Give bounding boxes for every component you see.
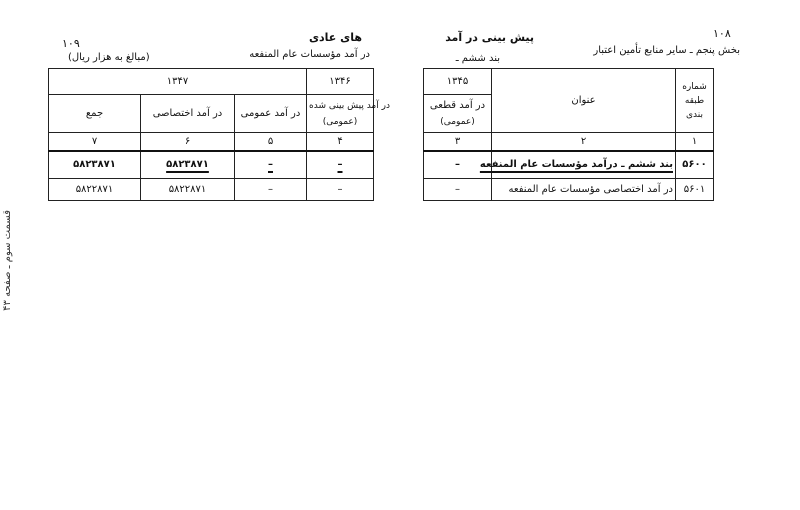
right-page-subtitle: بخش پنجم ـ سایر منابع تأمین اعتبار: [593, 45, 740, 56]
forecast-note: (عمومی): [322, 116, 358, 127]
header-actual-income: [424, 95, 492, 133]
row-5601-total: ۵۸۲۲۸۷۱: [49, 179, 141, 201]
row-5601-code: ۵۶۰۱: [676, 179, 714, 201]
header-total: جمع: [49, 95, 141, 133]
right-page-number: ۱۰۸: [713, 27, 731, 40]
col-number-5: ۵: [235, 133, 307, 151]
forecast-label: در آمد پیش بینی شده: [309, 100, 390, 111]
col-number-4: ۴: [307, 133, 374, 151]
header-year-1345: ۱۳۴۵: [424, 69, 492, 95]
col-number-3: ۳: [424, 133, 492, 151]
row-5601-special: ۵۸۲۲۸۷۱: [141, 179, 235, 201]
row-5600-special: ۵۸۲۳۸۷۱: [141, 151, 235, 179]
header-forecast-income: [307, 95, 390, 133]
side-note: قسمت سوم ـ صفحه ۴۳: [2, 210, 13, 311]
col-number-7: ۷: [49, 133, 141, 151]
col-number-6: ۶: [141, 133, 235, 151]
row-5600-code: ۵۶۰۰: [676, 151, 714, 179]
row-5600-title: بند ششم ـ درآمد مؤسسات عام المنفعه: [492, 151, 676, 179]
right-income-table: [423, 68, 714, 201]
col-number-2: ۲: [492, 133, 676, 151]
header-general-income: در آمد عمومی: [235, 95, 307, 133]
row-5600-value: –: [424, 151, 492, 179]
row-5600-forecast: –: [307, 151, 374, 179]
right-page-title: پیش بینی در آمد: [445, 31, 534, 44]
left-page-number: ۱۰۹: [62, 37, 80, 50]
row-5601-value: –: [424, 179, 492, 201]
row-5600-total: ۵۸۲۳۸۷۱: [49, 151, 141, 179]
actual-income-label: در آمد قطعی: [429, 99, 486, 111]
row-5601-general: –: [235, 179, 307, 201]
header-code: شماره طبقه بندی: [676, 69, 714, 133]
col-number-1: ۱: [676, 133, 714, 151]
left-page-subtitle: در آمد مؤسسات عام المنفعه: [249, 49, 370, 60]
row-5600-general: –: [235, 151, 307, 179]
actual-income-note: (عمومی): [440, 116, 475, 127]
units-note: (مبالغ به هزار ریال): [68, 52, 150, 63]
right-page-section: بند ششم ـ: [455, 53, 500, 64]
header-special-income: در آمد اختصاصی: [141, 95, 235, 133]
header-title: عنوان: [492, 69, 676, 133]
left-income-table: [48, 68, 390, 201]
row-5601-title: در آمد اختصاصی مؤسسات عام المنفعه: [492, 179, 676, 201]
header-year-1347: ۱۳۴۷: [49, 69, 307, 95]
left-page-title: های عادی: [308, 31, 362, 44]
header-year-1346: ۱۳۴۶: [307, 69, 374, 95]
row-5601-forecast: –: [307, 179, 374, 201]
